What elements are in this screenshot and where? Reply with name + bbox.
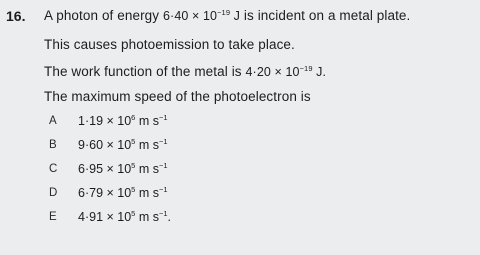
option-letter: E	[49, 211, 57, 223]
wf-unit: J.	[312, 65, 327, 79]
option-mantissa: 6·79 × 10	[78, 186, 132, 200]
option-d[interactable]	[0, 184, 300, 208]
option-letter: C	[49, 163, 58, 175]
option-value	[78, 210, 171, 224]
option-exponent: 5	[131, 137, 136, 146]
question-line-3	[44, 64, 326, 79]
option-mantissa: 4·91 × 10	[78, 210, 132, 224]
option-exponent: 6	[131, 113, 136, 122]
option-a[interactable]	[0, 112, 300, 136]
line3-text-start: The work function of the metal is	[44, 64, 246, 79]
option-unit-exponent: −1	[158, 209, 168, 218]
option-value	[78, 162, 168, 176]
option-tail: .	[167, 210, 171, 224]
option-value	[78, 186, 168, 200]
option-unit-exponent: −1	[158, 137, 168, 146]
option-c[interactable]	[0, 160, 300, 184]
option-unit: m s	[135, 114, 159, 128]
option-value	[78, 114, 168, 128]
option-exponent: 5	[131, 209, 136, 218]
option-b[interactable]	[0, 136, 300, 160]
energy-mantissa: 6·40 × 10	[163, 9, 218, 23]
question-line-1	[44, 8, 410, 23]
option-unit: m s	[135, 186, 159, 200]
option-exponent: 5	[131, 185, 136, 194]
option-unit: m s	[135, 162, 159, 176]
option-unit-exponent: −1	[158, 185, 168, 194]
question-number: 16.	[6, 8, 26, 24]
option-unit-exponent: −1	[158, 113, 168, 122]
energy-unit: J	[230, 9, 241, 23]
option-exponent: 5	[131, 161, 136, 170]
wf-mantissa: 4·20 × 10	[245, 65, 300, 79]
work-function-value	[246, 65, 327, 79]
line1-text-end: is incident on a metal plate.	[240, 8, 411, 23]
question-line-2: This causes photoemission to take place.	[44, 37, 295, 52]
energy-exponent: −19	[217, 8, 231, 17]
wf-exponent: −19	[299, 64, 313, 73]
option-mantissa: 9·60 × 10	[78, 138, 132, 152]
option-letter: B	[49, 139, 57, 151]
question-line-4: The maximum speed of the photoelectron is	[44, 89, 311, 104]
option-mantissa: 6·95 × 10	[78, 162, 132, 176]
option-unit: m s	[135, 138, 159, 152]
option-unit-exponent: −1	[158, 161, 168, 170]
option-value	[78, 138, 168, 152]
option-unit: m s	[135, 210, 159, 224]
option-letter: D	[49, 187, 58, 199]
option-letter: A	[49, 115, 57, 127]
line1-text-start: A photon of energy	[44, 8, 163, 23]
photon-energy	[163, 9, 240, 23]
option-e[interactable]	[0, 208, 300, 232]
option-mantissa: 1·19 × 10	[78, 114, 132, 128]
